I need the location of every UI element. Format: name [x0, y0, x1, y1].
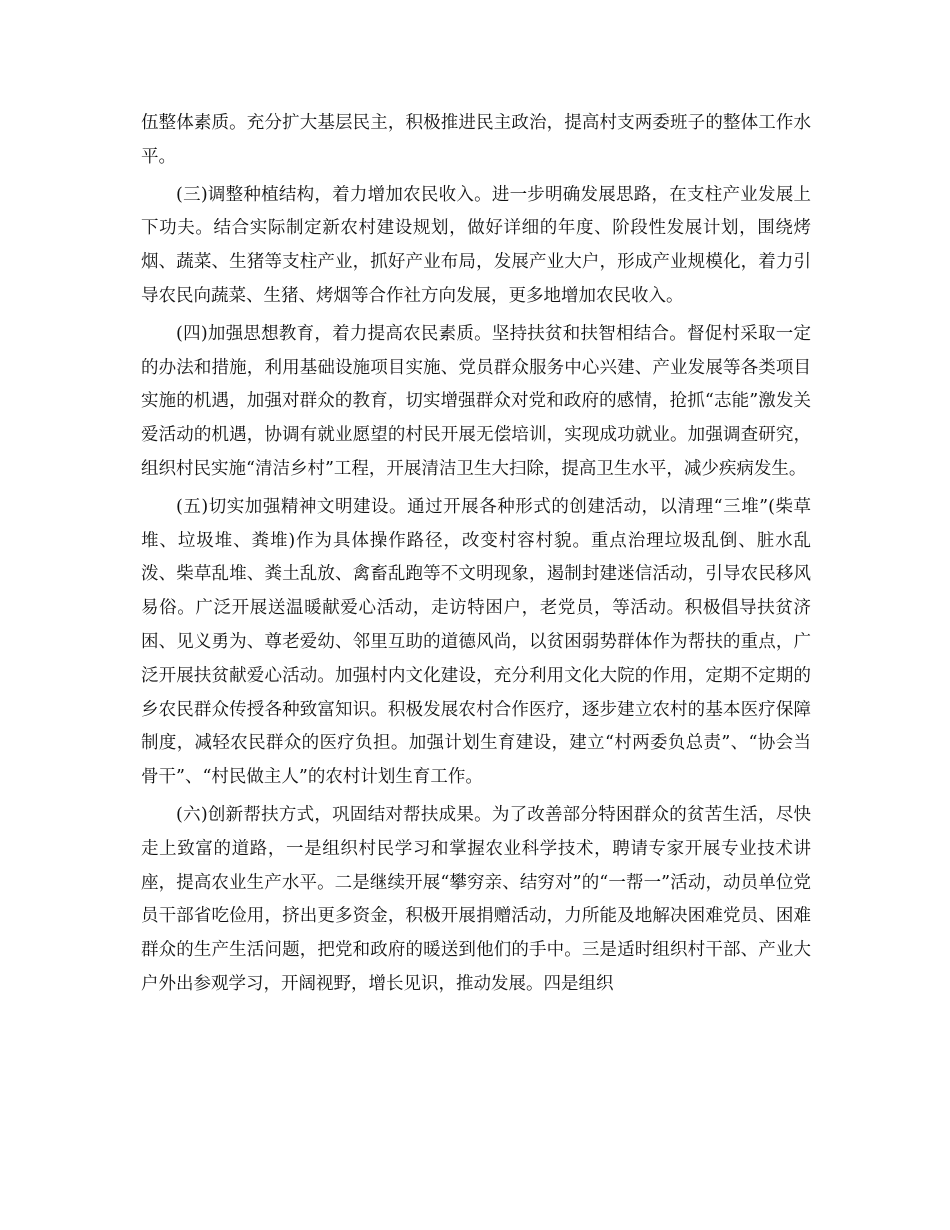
paragraph-section-5: (五)切实加强精神文明建设。通过开展各种形式的创建活动，以清理“三堆”(柴草堆、垃圾堆、粪堆)作为具体操作路径，改变村容村貌。重点治理垃圾乱倒、脏水乱泼、柴草乱堆、粪土乱放、禽畜乱跑等不文明现象，遏制封建迷信活动，引导农民移风易俗。广泛开展送温暖献爱心活动，走访特困户，老党员，等活动。积极倡导扶贫济困、见义勇为、尊老爱幼、邻里互助的道德风尚，以贫困弱势群体作为帮扶的重点，广泛开展扶贫献爱心活动。加强村内文化建设，充分利用文化大院的作用，定期不定期的乡农民群众传授各种致富知识。积极发展农村合作医疗，逐步建立农村的基本医疗保障制度，减轻农民群众的医疗负担。加强计划生育建设，建立“村两委负总责”、“协会当骨干”、“村民做主人”的农村计划生育工作。 — [141, 496, 811, 788]
document-body — [141, 107, 811, 1006]
paragraph-section-6: (六)创新帮扶方式，巩固结对帮扶成果。为了改善部分特困群众的贫苦生活，尽快走上致富的道路，一是组织村民学习和掌握农业科学技术，聘请专家开展专业技术讲座，提高农业生产水平。二是继续开展“攀穷亲、结穷对”的“一帮一”活动，动员单位党员干部省吃俭用，挤出更多资金，积极开展捐赠活动，力所能及地解决困难党员、困难群众的生产生活问题，把党和政府的暖送到他们的手中。三是适时组织村干部、产业大户外出参观学习，开阔视野，增长见识，推动发展。四是组织 — [141, 804, 811, 994]
paragraph-section-3: (三)调整种植结构，着力增加农民收入。进一步明确发展思路，在支柱产业发展上下功夫。结合实际制定新农村建设规划，做好详细的年度、阶段性发展计划，围绕烤烟、蔬菜、生猪等支柱产业，抓好产业布局，发展产业大户，形成产业规模化，着力引导农民向蔬菜、生猪、烤烟等合作社方向发展，更多地增加农民收入。 — [141, 184, 811, 306]
paragraph-section-4: (四)加强思想教育，着力提高农民素质。坚持扶贫和扶智相结合。督促村采取一定的办法和措施，利用基础设施项目实施、党员群众服务中心兴建、产业发展等各类项目实施的机遇，加强对群众的教育，切实增强群众对党和政府的感情，抢抓“志能”激发关爱活动的机遇，协调有就业愿望的村民开展无偿培训，实现成功就业。加强调查研究，组织村民实施“清洁乡村”工程，开展清洁卫生大扫除，提高卫生水平，减少疾病发生。 — [141, 323, 811, 479]
paragraph-continuation: 伍整体素质。充分扩大基层民主，积极推进民主政治，提高村支两委班子的整体工作水平。 — [141, 113, 811, 167]
